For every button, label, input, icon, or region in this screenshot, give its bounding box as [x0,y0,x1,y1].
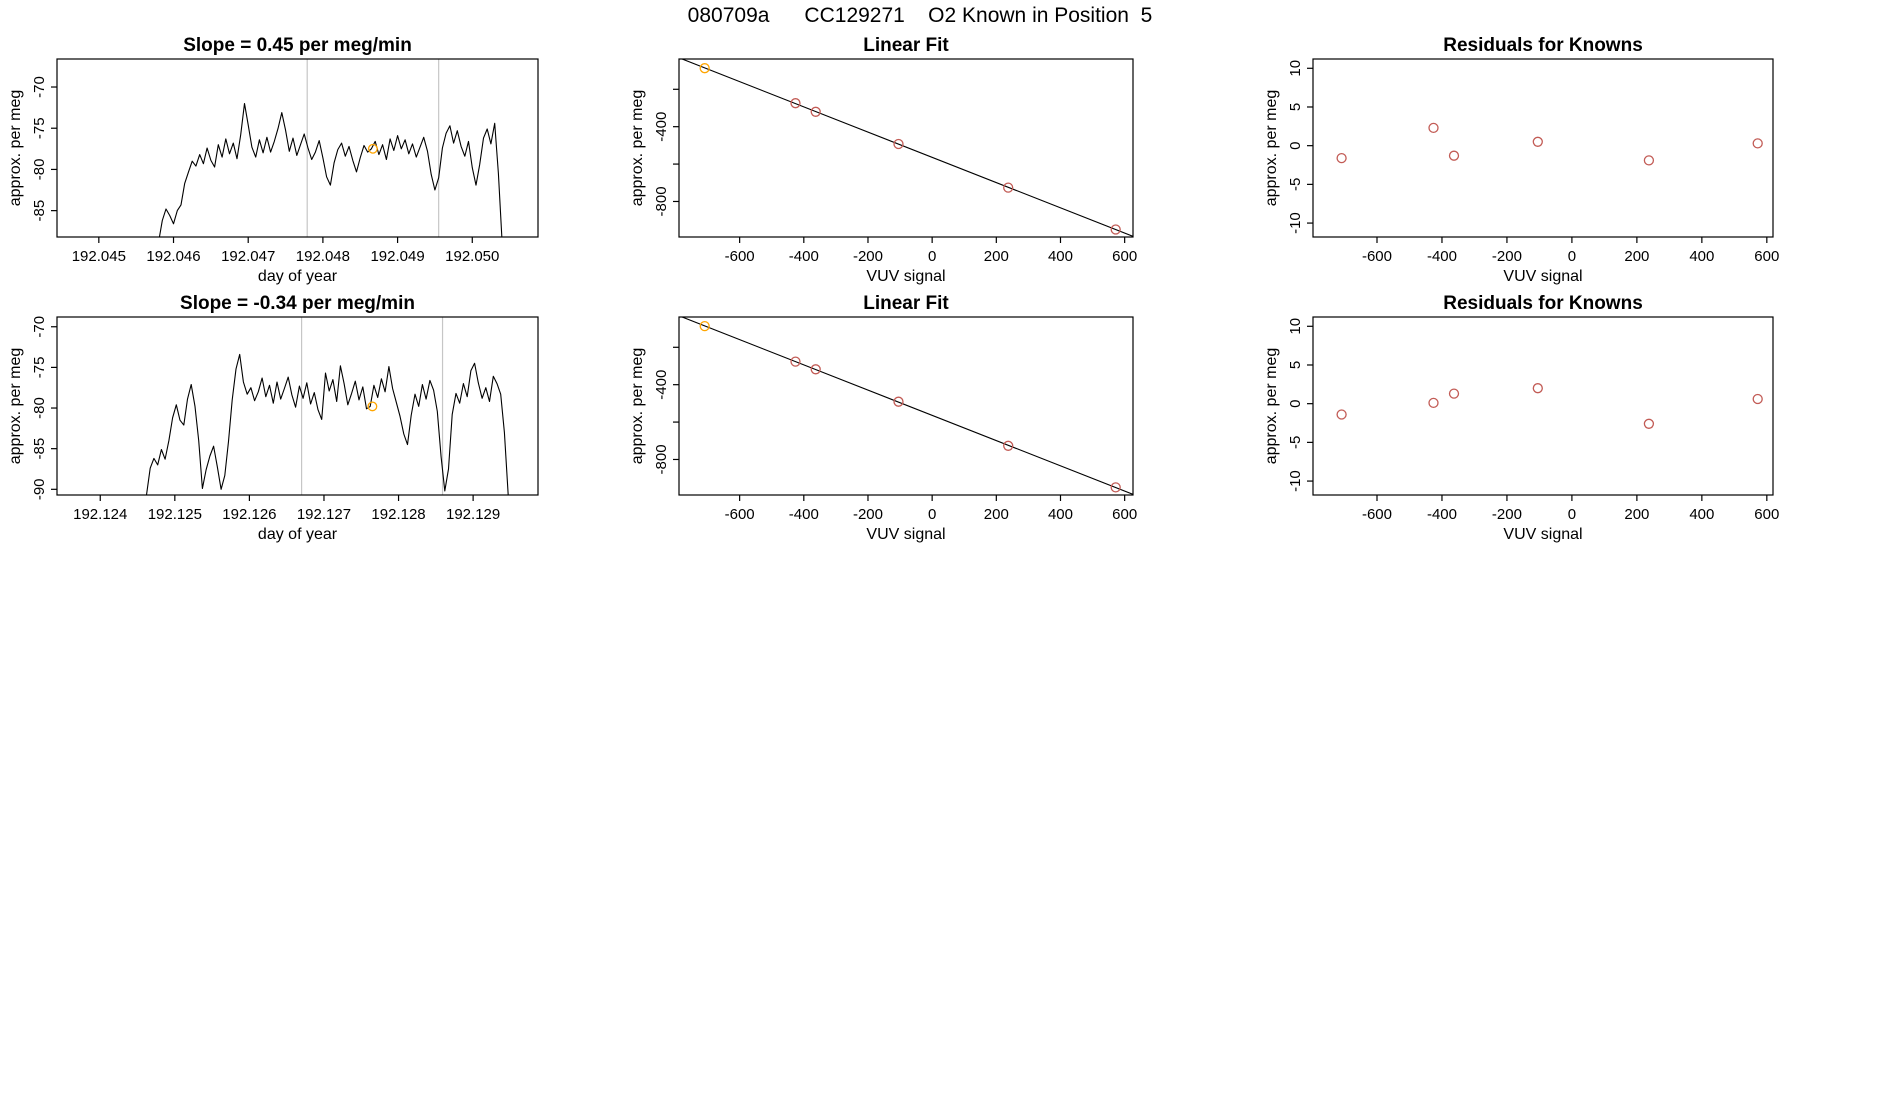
y-axis-title: approx. per meg [1263,347,1280,465]
y-tick-label: 5 [1287,102,1304,112]
y-tick-label: 0 [1287,399,1304,408]
x-tick-label: -400 [1426,248,1457,265]
y-tick-label: -800 [653,186,670,217]
data-point-red [1429,398,1438,407]
x-tick-label: 200 [1624,506,1650,523]
panel-linearfit-run1 [629,35,1137,285]
x-tick-label: 0 [927,506,937,523]
page-title: 080709a CC129271 O2 Known in Position 5 [687,4,1153,27]
x-axis-title: VUV signal [1503,526,1583,543]
x-tick-label: 192.046 [146,248,201,265]
y-tick-label: -70 [31,315,48,338]
x-tick-label: -600 [1361,506,1393,523]
x-tick-label: 600 [1112,506,1138,523]
plot-box [57,59,538,237]
y-axis-title: approx. per meg [629,347,646,465]
x-axis-title: day of year [257,268,338,285]
panel-timeseries-run1 [7,35,538,285]
x-tick-label: -400 [788,506,819,523]
y-tick-label: -80 [31,397,48,419]
data-point-red [1753,139,1762,148]
plot-area [159,59,503,242]
panel-title: Linear Fit [863,35,949,56]
data-point-red [1644,419,1653,428]
x-tick-label: -600 [724,506,755,523]
data-point-red [1644,156,1653,165]
plot-box [679,59,1133,237]
data-point-red [1450,151,1459,160]
y-tick-label: -90 [31,478,48,501]
x-tick-label: 192.047 [221,248,276,265]
x-tick-label: 400 [1689,506,1715,523]
x-tick-label: 192.050 [445,248,500,265]
plot-box [57,317,538,495]
y-tick-label: -800 [653,444,670,475]
x-tick-label: 192.127 [296,506,352,523]
y-tick-label: -85 [31,199,48,222]
panel-residuals-run1 [1263,35,1779,285]
x-axis-title: VUV signal [866,268,946,285]
data-point-red [1753,395,1762,404]
x-tick-label: -400 [788,248,819,265]
x-tick-label: -200 [852,248,883,265]
x-tick-label: 192.045 [71,248,126,265]
x-tick-label: 600 [1754,248,1780,265]
plot-area [1337,123,1762,164]
panel-title: Slope = 0.45 per meg/min [183,35,412,56]
y-tick-label: -10 [1287,212,1304,234]
x-tick-label: 192.124 [73,506,128,523]
y-tick-label: 0 [1287,141,1304,150]
x-tick-label: -200 [1491,248,1522,265]
y-tick-label: -400 [653,369,670,400]
x-tick-label: 192.126 [222,506,277,523]
y-tick-label: -400 [653,111,670,142]
x-tick-label: 192.048 [295,248,351,265]
x-tick-label: 200 [983,248,1009,265]
x-tick-label: -600 [1361,248,1393,265]
y-tick-label: 5 [1287,360,1304,370]
data-point-red [1450,389,1459,398]
x-tick-label: -200 [1491,506,1522,523]
plot-area [147,317,509,495]
plot-box [1313,317,1773,495]
panel-title: Linear Fit [863,293,949,314]
x-tick-label: 0 [1567,248,1577,265]
fit-line [679,58,1133,237]
panel-timeseries-run2 [7,293,538,543]
plot-area [679,316,1133,495]
x-axis-title: day of year [257,526,338,543]
x-tick-label: 192.125 [147,506,202,523]
x-tick-label: 192.049 [370,248,425,265]
y-axis-title: approx. per meg [1263,89,1280,207]
plot-grid [7,35,1779,543]
plot-box [679,317,1133,495]
fit-line [679,316,1133,495]
panel-title: Residuals for Knowns [1443,293,1643,314]
data-point-red [1533,384,1542,393]
y-tick-label: -80 [31,158,48,181]
panel-residuals-run2 [1263,293,1779,543]
x-tick-label: 192.128 [371,506,426,523]
data-point-red [1429,123,1438,132]
y-tick-label: -75 [31,117,48,140]
x-tick-label: 0 [1567,506,1577,523]
y-tick-label: -85 [31,437,48,460]
series-line [159,104,503,242]
x-tick-label: 200 [983,506,1009,523]
x-tick-label: 200 [1624,248,1650,265]
y-tick-label: -75 [31,356,48,379]
x-tick-label: 600 [1754,506,1780,523]
y-tick-label: -5 [1287,177,1304,192]
x-tick-label: 600 [1112,248,1138,265]
data-point-red [1337,410,1346,419]
x-axis-title: VUV signal [866,526,946,543]
y-axis-title: approx. per meg [7,89,24,207]
y-axis-title: approx. per meg [7,347,24,465]
series-line [147,354,509,495]
y-tick-label: 10 [1287,317,1304,335]
panel-title: Slope = -0.34 per meg/min [180,293,415,314]
y-tick-label: -5 [1287,435,1304,450]
x-tick-label: 192.129 [446,506,501,523]
y-tick-label: -70 [31,76,48,98]
data-point-red [1337,154,1346,163]
y-tick-label: 10 [1287,59,1304,77]
y-axis-title: approx. per meg [629,89,646,207]
x-axis-title: VUV signal [1503,268,1583,285]
panel-linearfit-run2 [629,293,1137,543]
x-tick-label: -600 [724,248,755,265]
x-tick-label: 400 [1047,506,1074,523]
plot-area [1337,384,1762,429]
x-tick-label: 400 [1047,248,1074,265]
data-point-red [1533,137,1542,146]
plot-area [679,58,1133,237]
x-tick-label: -200 [852,506,883,523]
panel-title: Residuals for Knowns [1443,35,1643,56]
x-tick-label: -400 [1426,506,1457,523]
x-tick-label: 0 [927,248,937,265]
plot-box [1313,59,1773,237]
y-tick-label: -10 [1287,470,1304,492]
x-tick-label: 400 [1689,248,1715,265]
